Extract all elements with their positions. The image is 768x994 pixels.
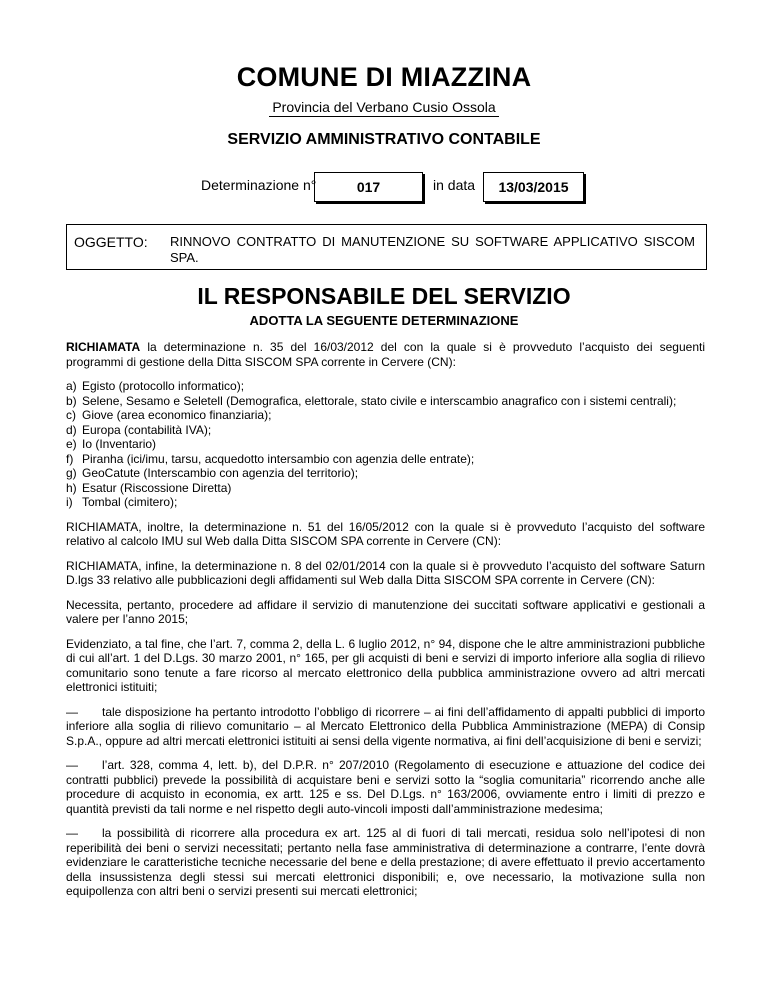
software-list — [66, 379, 705, 510]
list-letter: i) — [66, 495, 73, 509]
dash-marker: — — [66, 704, 78, 719]
list-item — [66, 408, 705, 423]
list-text: GeoCatute (Interscambio con agenzia del territorio); — [82, 466, 359, 480]
dash-marker: — — [66, 758, 78, 772]
list-text: Esatur (Riscossione Diretta) — [82, 480, 232, 495]
provincia-subtitle — [0, 99, 768, 115]
list-item — [66, 379, 705, 394]
list-text: Tombal (cimitero); — [82, 495, 178, 509]
list-text: Piranha (ici/imu, tarsu, acquedotto intersambio con agenzia delle entrate); — [82, 451, 475, 466]
list-item — [66, 437, 705, 452]
list-item — [66, 393, 705, 409]
adotta-subheading: ADOTTA LA SEGUENTE DETERMINAZIONE — [249, 313, 519, 328]
determinazione-number: 017 — [314, 172, 423, 202]
richiamata-text: la determinazione n. 35 del 16/03/2012 del con la quale si è provveduto l’acquisto dei seguenti programmi di gestione della Ditta SISCOM SPA corrente in Cervere (CN): — [66, 340, 705, 369]
list-letter: d) — [66, 422, 77, 437]
richiamata-bold: RICHIAMATA — [66, 340, 141, 354]
paragraph-text: l’art. 328, comma 4, lett. b), del D.P.R. n° 207/2010 (Regolamento di esecuzione e attuazione del codice dei contratti pubblici) prevede la possibilità di acquistare beni e servizi sotto la “soglia comunitaria” ricorrendo anche alle procedure di acquisto in economia, ex artt. 125 e ss. Del D.Lgs. n° 163/2006, ovviamente entro i limiti di prezzo e quantità previsti da tali norme e nel rispetto degli auto-vincoli imposti dall’amministrazione medesima; — [66, 758, 705, 816]
servizio-title: SERVIZIO AMMINISTRATIVO CONTABILE — [227, 131, 541, 148]
data-label: in data — [433, 177, 476, 193]
paragraph-richiamata-infine: RICHIAMATA, infine, la determinazione n. 8 del 02/01/2014 con la quale si è provveduto l’acquisto del software Saturn D.lgs 33 relativo alle pubblicazioni degli affidamenti sul Web dalla Ditta SISCOM SPA corrente in Cervere (CN): — [66, 558, 705, 587]
paragraph-possibilita — [66, 826, 705, 899]
list-letter: c) — [66, 408, 76, 422]
paragraph-necessita: Necessita, pertanto, procedere ad affidare il servizio di manutenzione dei succitati software applicativi e gestionali a valere per l’anno 2015; — [66, 597, 705, 626]
list-text: Europa (contabilità IVA); — [82, 422, 212, 437]
list-letter: g) — [66, 466, 77, 480]
oggetto-text: RINNOVO CONTRATTO DI MANUTENZIONE SU SOFTWARE APPLICATIVO SISCOM SPA. — [170, 234, 695, 265]
determinazione-date: 13/03/2015 — [483, 172, 584, 202]
responsabile-heading: IL RESPONSABILE DEL SERVIZIO — [197, 283, 571, 309]
comune-title: COMUNE DI MIAZZINA — [236, 62, 532, 92]
paragraph-text: la possibilità di ricorrere alla procedura ex art. 125 al di fuori di tali mercati, residua solo nell’ipotesi di non reperibilità dei beni o servizi necessitati; pertanto nella fase amministrativa di determinazione a contrarre, l’ente dovrà evidenziare le caratteristiche tecniche necessarie del bene e della prestazione; di avere effettuato il previo accertamento della insussistenza degli stessi sui mercati elettronici disponibili; e, ove necessario, la motivazione sulla non equipollenza con altri beni o servizi presenti sui mercati elettronici; — [66, 826, 705, 898]
list-letter: b) — [66, 393, 77, 408]
list-item — [66, 451, 705, 467]
list-letter: a) — [66, 379, 77, 393]
dash-marker: — — [66, 826, 78, 840]
provincia-text: Provincia del Verbano Cusio Ossola — [269, 99, 498, 117]
list-letter: f) — [66, 451, 74, 466]
paragraph-art-328 — [66, 758, 705, 816]
list-item — [66, 422, 705, 438]
list-item — [66, 466, 705, 481]
paragraph-text: tale disposizione ha pertanto introdotto l’obbligo di ricorrere – ai fini dell’affidamento di appalti pubblici di importo inferiore alla soglia di rilievo comunitario – al Mercato Elettronico della Pubblica Amministrazione (MEPA) di Consip S.p.A., oppure ad altri mercati elettronici istituiti ai sensi della vigente normativa, ai fini dell’acquisizione di beni e servizi; — [66, 704, 705, 748]
document-body — [66, 340, 705, 909]
list-text: Egisto (protocollo informatico); — [82, 379, 245, 393]
list-letter: e) — [66, 437, 77, 451]
paragraph-richiamata — [66, 340, 705, 369]
oggetto-label: OGGETTO: — [74, 234, 148, 250]
paragraph-evidenziato: Evidenziato, a tal fine, che l’art. 7, comma 2, della L. 6 luglio 2012, n° 94, dispone che le altre amministrazioni pubbliche di cui all’art. 1 del D.Lgs. 30 marzo 2001, n° 165, per gli acquisti di beni e servizi di importo inferiore alla soglia di rilievo comunitario sono tenute a fare ricorso al mercato elettronico della pubblica amministrazione ovvero ad altri mercati elettronici istituiti; — [66, 636, 705, 694]
paragraph-richiamata-inoltre: RICHIAMATA, inoltre, la determinazione n. 51 del 16/05/2012 con la quale si è provveduto l’acquisto del software relativo al calcolo IMU sul Web dalla Ditta SISCOM SPA corrente in Cervere (CN): — [66, 519, 705, 548]
list-item — [66, 480, 705, 496]
list-text: Selene, Sesamo e Seletell (Demografica, elettorale, stato civile e interscambio anagrafico con i sistemi centrali); — [82, 393, 677, 408]
paragraph-disposizione — [66, 705, 705, 749]
list-letter: h) — [66, 480, 77, 495]
list-text: Giove (area economico finanziaria); — [82, 408, 272, 422]
list-text: Io (Inventario) — [82, 437, 157, 451]
oggetto-box — [66, 224, 707, 270]
list-item — [66, 495, 705, 510]
determinazione-label: Determinazione n° — [201, 177, 317, 193]
